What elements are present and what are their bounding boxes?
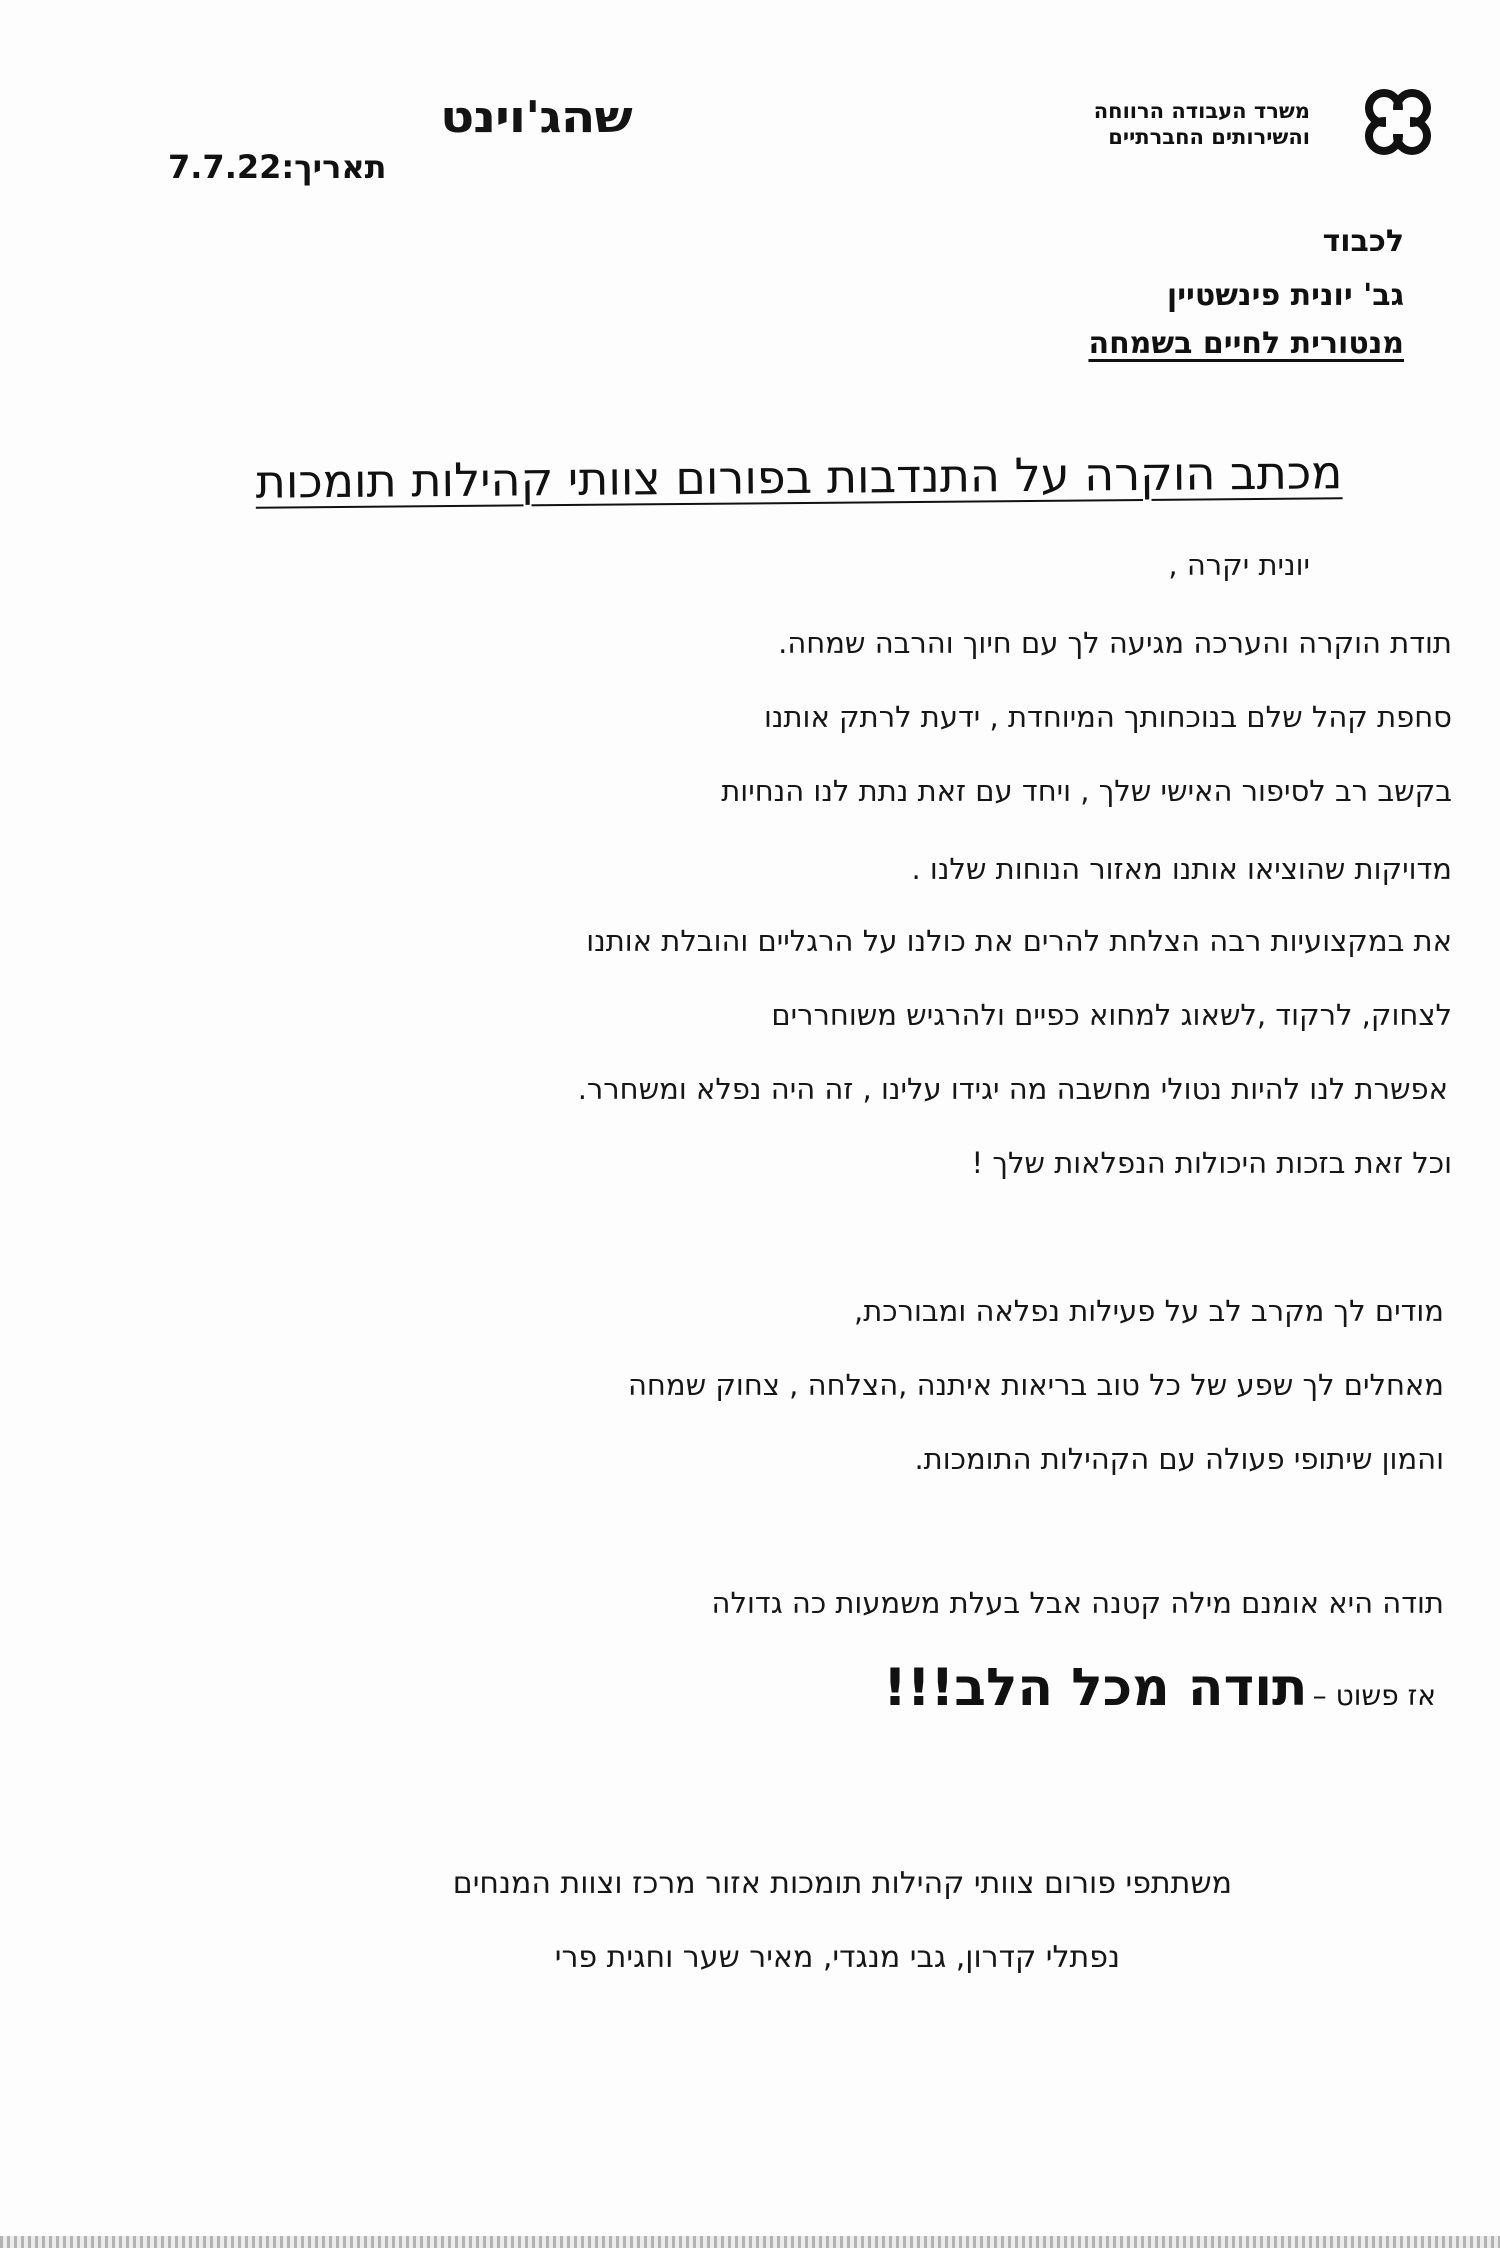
body-line: את במקצועיות רבה הצלחת להרים את כולנו על הרגליים והובלת אותנו: [586, 924, 1452, 958]
body-line: מאחלים לך שפע של כל טוב בריאות איתנה ,הצלחה , צחוק שמחה: [627, 1368, 1444, 1402]
body-line: תודת הוקרה והערכה מגיעה לך עם חיוך והרבה שמחה.: [778, 626, 1452, 660]
body-line: מודים לך מקרב לב על פעילות נפלאה ומבורכת,: [853, 1294, 1444, 1328]
signature-group: משתתפי פורום צוותי קהילות תומכות אזור מרכז וצוות המנחים: [452, 1866, 1232, 1901]
ministry-logo-icon: [1360, 84, 1436, 160]
letter-title: מכתב הוקרה על התנדבות בפורום צוותי קהילות תומכות: [255, 445, 1343, 509]
body-line: תודה היא אומנם מילה קטנה אבל בעלת משמעות כה גדולה: [711, 1586, 1444, 1620]
body-line: לצחוק, לרקוד ,לשאוג למחוא כפיים ולהרגיש משוחררים: [771, 998, 1452, 1032]
greeting: יונית יקרה ,: [1168, 548, 1310, 582]
body-line: בקשב רב לסיפור האישי שלך , ויחד עם זאת נתת לנו הנחיות: [721, 774, 1452, 808]
ministry-name-line2: והשירותים החברתיים: [1108, 125, 1310, 149]
closing-line: [340, 1658, 1436, 1718]
recipient-role: מנטורית לחיים בשמחה: [1088, 326, 1404, 361]
body-line: והמון שיתופי פעולה עם הקהילות התומכות.: [914, 1442, 1444, 1476]
joint-logo: שהג'וינט: [440, 92, 632, 143]
body-line: אפשרת לנו להיות נטולי מחשבה מה יגידו עלינו , זה היה נפלא ומשחרר.: [577, 1072, 1448, 1106]
scan-edge-strip: [0, 2236, 1500, 2248]
ministry-name: [1094, 98, 1310, 150]
recipient-salutation: לכבוד: [1322, 224, 1404, 259]
signature-names: נפתלי קדרון, גבי מנגדי, מאיר שער וחגית פרי: [554, 1940, 1120, 1975]
letter-date: תאריך:7.7.22: [168, 148, 387, 186]
closing-thanks: תודה מכל הלב!!!: [883, 1658, 1308, 1718]
body-line: וכל זאת בזכות היכולות הנפלאות שלך !: [971, 1146, 1452, 1180]
body-line: סחפת קהל שלם בנוכחותך המיוחדת , ידעת לרתק אותנו: [763, 700, 1452, 734]
recipient-name: גב' יונית פינשטיין: [1166, 278, 1404, 313]
closing-prefix: אז פשוט –: [1312, 1679, 1436, 1712]
body-line: מדויקות שהוציאו אותנו מאזור הנוחות שלנו .: [911, 852, 1452, 886]
ministry-name-line1: משרד העבודה הרווחה: [1093, 99, 1310, 123]
